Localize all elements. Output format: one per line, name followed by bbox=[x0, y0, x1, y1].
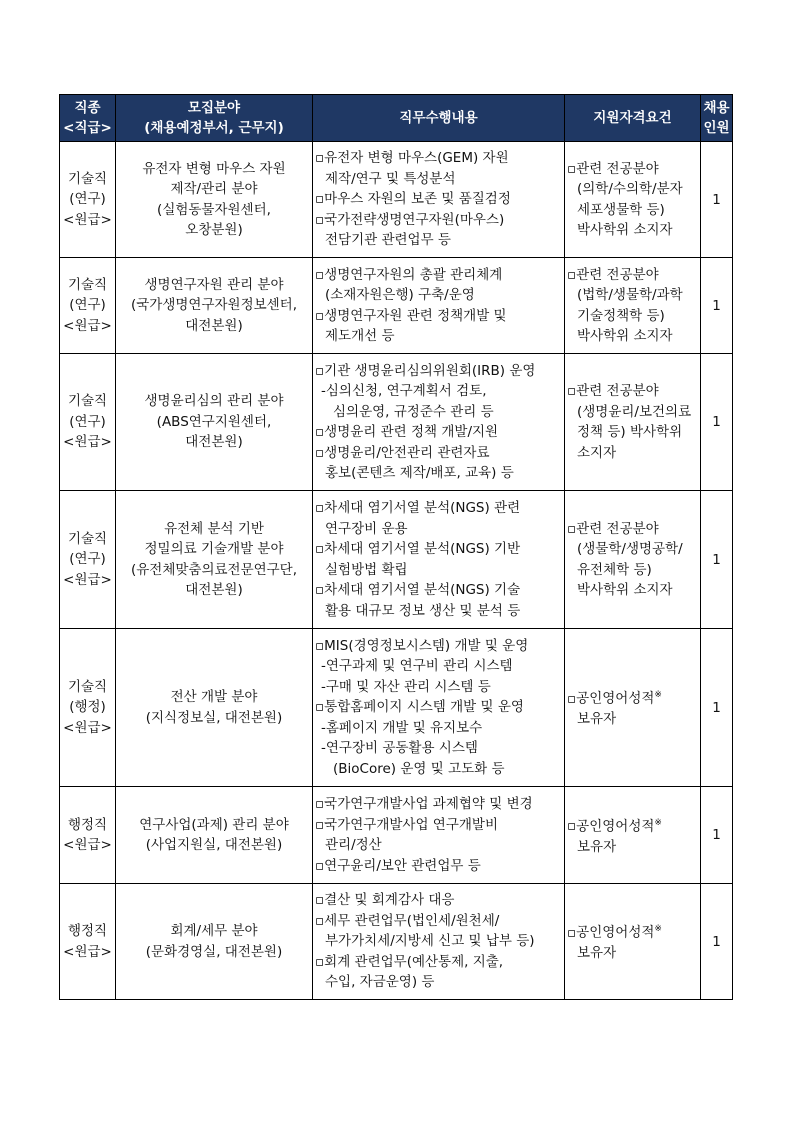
header-count bbox=[701, 95, 733, 142]
duty-line: 연구장비 운용 bbox=[325, 520, 408, 537]
qual-line: 보유자 bbox=[577, 945, 617, 962]
header-qual: 지원자격요건 bbox=[565, 95, 701, 142]
header-field-line: 모집분야 bbox=[187, 100, 241, 116]
qual-cell bbox=[565, 629, 701, 787]
qual-cell bbox=[565, 787, 701, 884]
count-cell: 1 bbox=[701, 629, 733, 787]
field-line: (유전체맞춤의료전문연구단, bbox=[130, 561, 298, 578]
qual-cell bbox=[565, 258, 701, 354]
duty-cell bbox=[313, 258, 565, 354]
table-row bbox=[60, 629, 733, 787]
field-line: 대전본원) bbox=[185, 582, 243, 598]
duty-line: 전담기관 관련업무 등 bbox=[325, 232, 451, 249]
field-line: (실험동물자원센터, bbox=[157, 201, 271, 218]
count-cell: 1 bbox=[701, 491, 733, 629]
table-row bbox=[60, 142, 733, 258]
job-cell bbox=[60, 884, 116, 1000]
duty-subline: -심의신청, 연구계획서 검토, bbox=[321, 383, 487, 399]
field-line: 유전체 분석 기반 bbox=[164, 520, 264, 537]
duty-subline: -연구장비 공동활용 시스템 bbox=[321, 740, 478, 757]
header-field-line: (채용예정부서, 근무지) bbox=[144, 120, 284, 136]
qual-line: (의학/수의학/분자 bbox=[577, 181, 683, 197]
count-cell: 1 bbox=[701, 354, 733, 491]
duty-bullet: ▫ 국가연구개발사업 과제협약 및 변경 bbox=[315, 794, 562, 815]
duty-cell bbox=[313, 354, 565, 491]
duty-cell bbox=[313, 787, 565, 884]
qual-line: 박사학위 소지자 bbox=[577, 582, 673, 598]
duty-bullet: ▫ 생명윤리 관련 정책 개발/지원 bbox=[315, 422, 562, 443]
job-line: 기술직 bbox=[67, 678, 108, 695]
qual-line: 박사학위 소지자 bbox=[577, 328, 673, 344]
job-line: (연구) bbox=[69, 413, 106, 430]
duty-line: 활용 대규모 정보 생산 및 분석 등 bbox=[325, 602, 521, 619]
recruitment-table bbox=[59, 94, 733, 1000]
header-job-line: 직종 bbox=[74, 100, 101, 116]
job-line: (연구) bbox=[69, 191, 106, 208]
duty-subline: -구매 및 자산 관리 시스템 등 bbox=[321, 678, 491, 695]
table-row bbox=[60, 258, 733, 354]
job-cell bbox=[60, 354, 116, 491]
job-line: 기술직 bbox=[67, 276, 108, 293]
qual-text: 공인영어성적 bbox=[576, 818, 655, 835]
qual-text: 공인영어성적 bbox=[576, 924, 655, 941]
job-cell bbox=[60, 142, 116, 258]
duty-subline: -연구과제 및 연구비 관리 시스템 bbox=[321, 658, 513, 675]
qual-line: 기술정책학 등) bbox=[577, 307, 665, 324]
header-count-line: 채용 bbox=[703, 100, 730, 116]
field-line: 생명연구자원 관리 분야 bbox=[144, 276, 284, 293]
qual-cell bbox=[565, 354, 701, 491]
duty-bullet: ▫ 생명연구자원 관련 정책개발 및 bbox=[315, 306, 562, 327]
qual-line: 정책 등) 박사학위 bbox=[577, 424, 683, 440]
duty-line: 제도개선 등 bbox=[325, 328, 395, 344]
duty-bullet: ▫ 세무 관련업무(법인세/원천세/ bbox=[315, 911, 562, 932]
duty-line: 부가가치세/지방세 신고 및 납부 등) bbox=[325, 933, 535, 950]
duty-line: 제작/연구 및 특성분석 bbox=[325, 170, 456, 187]
qual-bullet: ▫ 관련 전공분야 bbox=[567, 381, 698, 402]
duty-subline: 심의운영, 규정준수 관리 등 bbox=[333, 403, 494, 420]
duty-bullet: ▫ 차세대 염기서열 분석(NGS) 기반 bbox=[315, 539, 562, 560]
duty-cell bbox=[313, 629, 565, 787]
field-line: 연구사업(과제) 관리 분야 bbox=[139, 816, 289, 833]
field-line: 제작/관리 분야 bbox=[170, 181, 258, 197]
table-row bbox=[60, 491, 733, 629]
job-cell bbox=[60, 629, 116, 787]
duty-bullet: ▫ 생명연구자원의 총괄 관리체계 bbox=[315, 265, 562, 286]
job-cell bbox=[60, 787, 116, 884]
qual-cell bbox=[565, 884, 701, 1000]
job-cell bbox=[60, 491, 116, 629]
duty-bullet: ▫ 회계 관련업무(예산통제, 지출, bbox=[315, 952, 562, 973]
field-line: (사업지원실, 대전본원) bbox=[145, 837, 283, 853]
duty-line: 홍보(콘텐츠 제작/배포, 교육) 등 bbox=[325, 465, 514, 481]
qual-line: (법학/생물학/과학 bbox=[577, 287, 683, 303]
footnote-mark: ※ bbox=[654, 690, 662, 701]
field-line: (지식정보실, 대전본원) bbox=[145, 709, 283, 726]
duty-line: (소재자원은행) 구축/운영 bbox=[325, 287, 475, 303]
duty-cell bbox=[313, 142, 565, 258]
duty-bullet: ▫ 연구윤리/보안 관련업무 등 bbox=[315, 856, 562, 877]
header-field bbox=[116, 95, 313, 142]
job-line: 기술직 bbox=[67, 170, 108, 187]
field-line: (문화경영실, 대전본원) bbox=[145, 943, 283, 960]
field-line: 정밀의료 기술개발 분야 bbox=[144, 541, 284, 557]
count-cell: 1 bbox=[701, 258, 733, 354]
duty-bullet: ▫ 생명윤리/안전관리 관련자료 bbox=[315, 443, 562, 464]
field-line: 회계/세무 분야 bbox=[170, 923, 258, 939]
qual-bullet: ▫ 관련 전공분야 bbox=[567, 265, 698, 286]
count-cell: 1 bbox=[701, 884, 733, 1000]
duty-bullet: ▫ MIS(경영정보시스템) 개발 및 운영 bbox=[315, 636, 562, 657]
field-line: 유전자 변형 마우스 자원 bbox=[142, 160, 286, 177]
qual-line: (생물학/생명공학/ bbox=[577, 541, 683, 557]
table-row bbox=[60, 884, 733, 1000]
job-line: 행정직 bbox=[67, 923, 108, 939]
count-cell: 1 bbox=[701, 787, 733, 884]
duty-bullet: ▫ 국가연구개발사업 연구개발비 bbox=[315, 815, 562, 836]
count-cell: 1 bbox=[701, 142, 733, 258]
field-cell bbox=[116, 142, 313, 258]
duty-bullet: ▫ 기관 생명윤리심의위원회(IRB) 운영 bbox=[315, 361, 562, 382]
field-cell bbox=[116, 258, 313, 354]
field-cell bbox=[116, 629, 313, 787]
job-line: 행정직 bbox=[67, 816, 108, 833]
duty-bullet: ▫ 유전자 변형 마우스(GEM) 자원 bbox=[315, 148, 562, 169]
header-count-line: 인원 bbox=[703, 120, 730, 136]
table-row bbox=[60, 787, 733, 884]
field-line: (ABS연구지원센터, bbox=[156, 413, 272, 430]
qual-line: 유전체학 등) bbox=[577, 561, 652, 578]
duty-bullet: ▫ 결산 및 회계감사 대응 bbox=[315, 890, 562, 911]
job-line: 기술직 bbox=[67, 530, 108, 547]
job-line: (행정) bbox=[69, 699, 106, 716]
qual-line: 보유자 bbox=[577, 711, 617, 728]
job-line: <원급> bbox=[63, 317, 112, 334]
duty-bullet: ▫ 차세대 염기서열 분석(NGS) 기술 bbox=[315, 580, 562, 601]
duty-subline: (BioCore) 운영 및 고도화 등 bbox=[333, 760, 505, 777]
header-job bbox=[60, 95, 116, 142]
duty-line: 수입, 자금운영) 등 bbox=[325, 974, 435, 991]
footnote-mark: ※ bbox=[654, 924, 662, 935]
qual-bullet bbox=[567, 685, 698, 709]
qual-line: 박사학위 소지자 bbox=[577, 222, 673, 238]
field-line: 대전본원) bbox=[185, 317, 243, 334]
qual-bullet: ▫ 관련 전공분야 bbox=[567, 519, 698, 540]
qual-cell bbox=[565, 491, 701, 629]
field-cell bbox=[116, 491, 313, 629]
job-line: <원급> bbox=[63, 837, 112, 853]
field-line: 전산 개발 분야 bbox=[170, 689, 258, 705]
qual-bullet bbox=[567, 813, 698, 837]
duty-bullet: ▫ 차세대 염기서열 분석(NGS) 관련 bbox=[315, 498, 562, 519]
job-line: <원급> bbox=[63, 434, 112, 451]
header-job-line: <직급> bbox=[63, 120, 112, 136]
job-line: <원급> bbox=[63, 719, 112, 736]
duty-subline: -홈페이지 개발 및 유지보수 bbox=[321, 719, 483, 736]
qual-line: 세포생물학 등) bbox=[577, 201, 665, 218]
field-line: (국가생명연구자원정보센터, bbox=[130, 297, 298, 314]
field-line: 생명윤리심의 관리 분야 bbox=[144, 393, 284, 410]
table-row bbox=[60, 354, 733, 491]
duty-bullet: ▫ 마우스 자원의 보존 및 품질검정 bbox=[315, 189, 562, 210]
field-cell bbox=[116, 354, 313, 491]
job-line: <원급> bbox=[63, 571, 112, 588]
field-line: 오창분원) bbox=[185, 222, 243, 238]
job-line: (연구) bbox=[69, 551, 106, 568]
field-line: 대전본원) bbox=[185, 434, 243, 451]
duty-bullet: ▫ 국가전략생명연구자원(마우스) bbox=[315, 210, 562, 231]
qual-line: 보유자 bbox=[577, 838, 617, 855]
duty-cell bbox=[313, 491, 565, 629]
duty-line: 관리/정산 bbox=[325, 837, 382, 853]
field-cell bbox=[116, 787, 313, 884]
qual-line: 소지자 bbox=[577, 444, 617, 461]
qual-bullet: ▫ 관련 전공분야 bbox=[567, 159, 698, 180]
job-cell bbox=[60, 258, 116, 354]
job-line: 기술직 bbox=[67, 393, 108, 410]
job-line: <원급> bbox=[63, 943, 112, 960]
header-row bbox=[60, 95, 733, 142]
footnote-mark: ※ bbox=[654, 817, 662, 828]
job-line: <원급> bbox=[63, 211, 112, 228]
duty-line: 실험방법 확립 bbox=[325, 561, 408, 578]
qual-line: (생명윤리/보건의료 bbox=[577, 403, 692, 420]
job-line: (연구) bbox=[69, 297, 106, 314]
duty-bullet: ▫ 통합홈페이지 시스템 개발 및 운영 bbox=[315, 697, 562, 718]
header-duty: 직무수행내용 bbox=[313, 95, 565, 142]
qual-cell bbox=[565, 142, 701, 258]
qual-text: 공인영어성적 bbox=[576, 690, 655, 707]
field-cell bbox=[116, 884, 313, 1000]
qual-bullet bbox=[567, 919, 698, 943]
duty-cell bbox=[313, 884, 565, 1000]
